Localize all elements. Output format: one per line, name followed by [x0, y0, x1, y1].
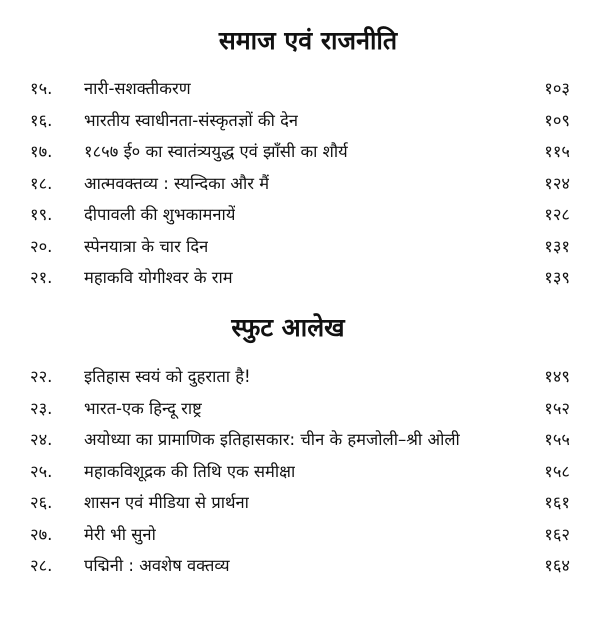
- toc-entry[interactable]: [0, 427, 600, 459]
- section-heading-samaj-rajniti: समाज एवं राजनीति: [218, 26, 398, 55]
- entry-number: २०.: [30, 236, 53, 256]
- entry-number: १५.: [30, 79, 53, 98]
- entry-number: १९.: [30, 205, 53, 224]
- entry-number: २७.: [30, 524, 53, 544]
- entry-page-number: ११५: [544, 142, 570, 161]
- entry-number: १८.: [30, 173, 53, 193]
- entry-title: स्पेनयात्रा के चार दिन: [84, 236, 209, 256]
- entry-page-number: १५५: [544, 430, 570, 449]
- entry-title: आत्मवक्तव्य : स्यन्दिका और मैं: [84, 173, 270, 193]
- toc-entry[interactable]: [0, 139, 600, 171]
- toc-entry[interactable]: [0, 553, 600, 585]
- entry-title: भारत-एक हिन्दू राष्ट्र: [84, 398, 202, 418]
- toc-list-section-1: [0, 76, 600, 297]
- toc-entry[interactable]: [0, 234, 600, 266]
- entry-page-number: १३९: [544, 268, 570, 287]
- entry-page-number: १५८: [544, 461, 570, 481]
- toc-entry[interactable]: [0, 76, 600, 108]
- entry-page-number: १६२: [544, 524, 570, 544]
- toc-list-section-2: [0, 364, 600, 585]
- toc-entry[interactable]: [0, 108, 600, 140]
- entry-title: महाकविशूद्रक की तिथि एक समीक्षा: [84, 461, 296, 481]
- toc-entry[interactable]: [0, 522, 600, 554]
- entry-title: दीपावली की शुभकामनायें: [84, 205, 236, 224]
- entry-number: २५.: [30, 461, 53, 481]
- entry-page-number: १३१: [544, 236, 570, 256]
- entry-page-number: १२८: [544, 205, 570, 224]
- entry-number: २१.: [30, 268, 53, 287]
- entry-number: २६.: [30, 493, 53, 512]
- entry-title: शासन एवं मीडिया से प्रार्थना: [84, 493, 249, 512]
- toc-entry[interactable]: [0, 490, 600, 522]
- entry-page-number: १०९: [544, 110, 570, 130]
- toc-entry[interactable]: [0, 396, 600, 428]
- entry-number: २३.: [30, 398, 53, 418]
- toc-entry[interactable]: [0, 202, 600, 234]
- entry-page-number: १५२: [544, 398, 570, 418]
- entry-title: महाकवि योगीश्वर के राम: [84, 268, 233, 287]
- entry-title: मेरी भी सुनो: [84, 524, 156, 544]
- entry-number: १६.: [30, 110, 53, 130]
- entry-title: अयोध्या का प्रामाणिक इतिहासकार: चीन के हमजोली–श्री ओली: [84, 430, 460, 449]
- entry-title: भारतीय स्वाधीनता-संस्कृतज्ञों की देन: [84, 110, 299, 130]
- entry-title: इतिहास स्वयं को दुहराता है!: [84, 367, 251, 386]
- toc-entry[interactable]: [0, 459, 600, 491]
- entry-page-number: १४९: [544, 367, 570, 386]
- entry-title: १८५७ ई० का स्वातंत्र्ययुद्ध एवं झाँसी का शौर्य: [84, 142, 348, 161]
- section-heading-sphut-alekh: स्फुट आलेख: [231, 313, 345, 342]
- toc-entry[interactable]: [0, 364, 600, 396]
- entry-page-number: १०३: [544, 79, 570, 98]
- entry-number: २४.: [30, 430, 53, 449]
- entry-page-number: १६१: [544, 493, 570, 512]
- toc-entry[interactable]: [0, 171, 600, 203]
- entry-page-number: १२४: [544, 173, 570, 193]
- entry-title: नारी-सशक्तीकरण: [84, 79, 191, 98]
- toc-entry[interactable]: [0, 265, 600, 297]
- entry-number: २८.: [30, 556, 53, 575]
- entry-number: १७.: [30, 142, 53, 161]
- entry-number: २२.: [30, 367, 53, 386]
- entry-page-number: १६४: [544, 556, 570, 575]
- entry-title: पद्मिनी : अवशेष वक्तव्य: [84, 556, 230, 575]
